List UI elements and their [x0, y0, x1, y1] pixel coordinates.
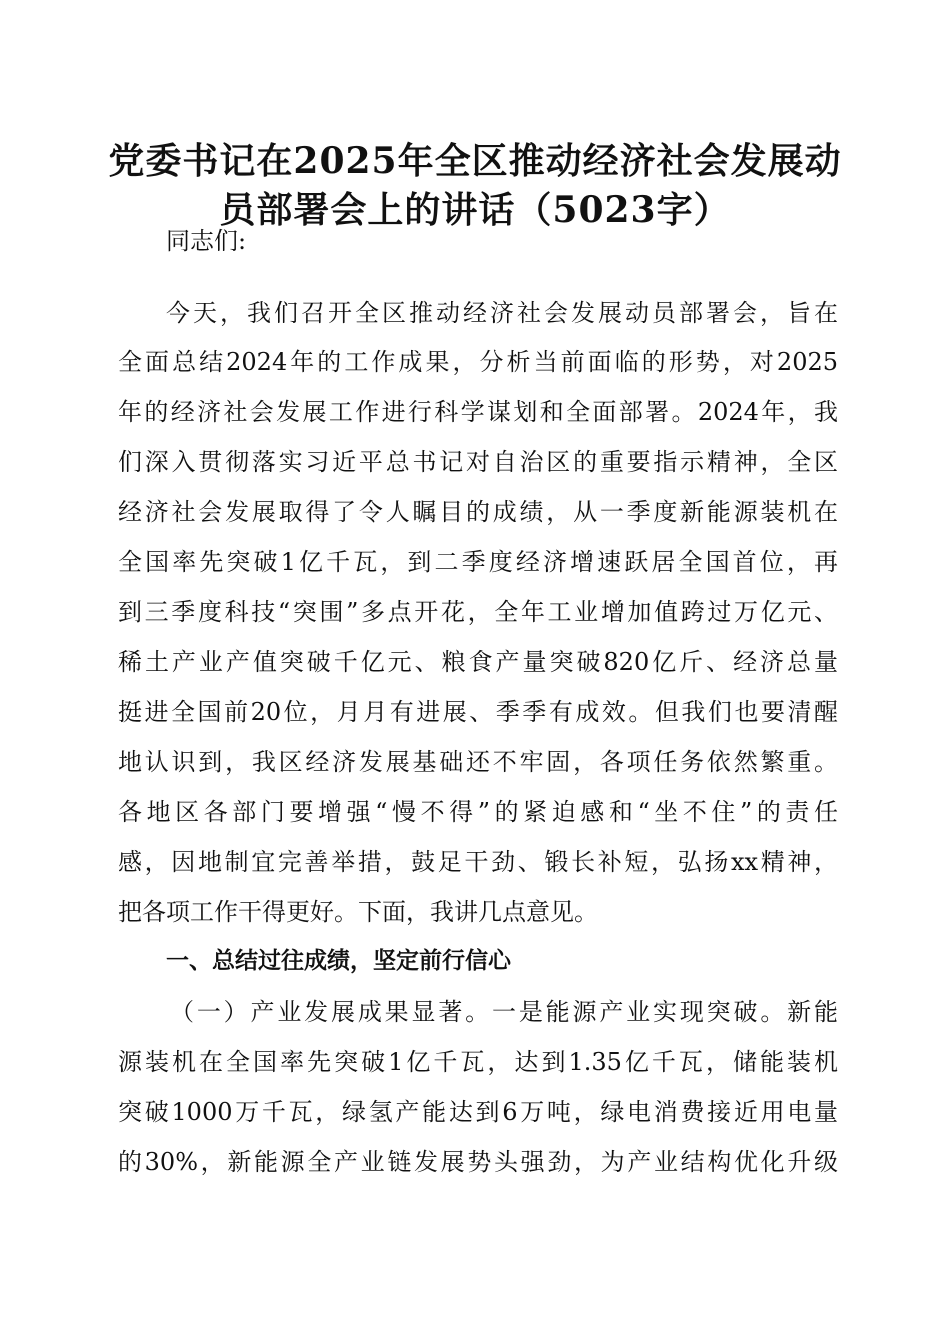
intro-line-12: 感，因地制宜完善举措，鼓足干劲、锻长补短，弘扬xx精神，: [118, 848, 838, 876]
document-title-line-1: 党委书记在2025年全区推动经济社会发展动: [108, 140, 842, 182]
intro-line-5: 经济社会发展取得了令人瞩目的成绩，从一季度新能源装机在: [118, 498, 838, 526]
intro-line-1: 今天，我们召开全区推动经济社会发展动员部署会，旨在: [166, 299, 838, 327]
intro-line-13: 把各项工作干得更好。下面，我讲几点意见。: [118, 898, 598, 926]
intro-line-11: 各地区各部门要增强“慢不得”的紧迫感和“坐不住”的责任: [118, 798, 838, 826]
intro-line-8: 稀土产业产值突破千亿元、粮食产量突破820亿斤、经济总量: [118, 648, 838, 676]
section-line-1: （一）产业发展成果显著。一是能源产业实现突破。新能: [170, 998, 838, 1026]
intro-line-7: 到三季度科技“突围”多点开花，全年工业增加值跨过万亿元、: [118, 598, 838, 626]
intro-line-4: 们深入贯彻落实习近平总书记对自治区的重要指示精神，全区: [118, 448, 838, 476]
intro-line-10: 地认识到，我区经济发展基础还不牢固，各项任务依然繁重。: [118, 748, 838, 776]
salutation: 同志们:: [166, 227, 247, 255]
intro-line-6: 全国率先突破1亿千瓦，到二季度经济增速跃居全国首位，再: [118, 548, 838, 576]
document-title-line-2: 员部署会上的讲话（5023字）: [219, 189, 731, 231]
section-heading: 一、总结过往成绩，坚定前行信心: [166, 948, 511, 974]
intro-line-3: 年的经济社会发展工作进行科学谋划和全面部署。2024年，我: [118, 398, 838, 426]
intro-line-9: 挺进全国前20位，月月有进展、季季有成效。但我们也要清醒: [118, 698, 838, 726]
section-line-4: 的30%，新能源全产业链发展势头强劲，为产业结构优化升级: [118, 1148, 838, 1176]
section-line-3: 突破1000万千瓦，绿氢产能达到6万吨，绿电消费接近用电量: [118, 1098, 838, 1126]
section-line-2: 源装机在全国率先突破1亿千瓦，达到1.35亿千瓦，储能装机: [118, 1048, 838, 1076]
intro-line-2: 全面总结2024年的工作成果，分析当前面临的形势，对2025: [118, 348, 838, 376]
